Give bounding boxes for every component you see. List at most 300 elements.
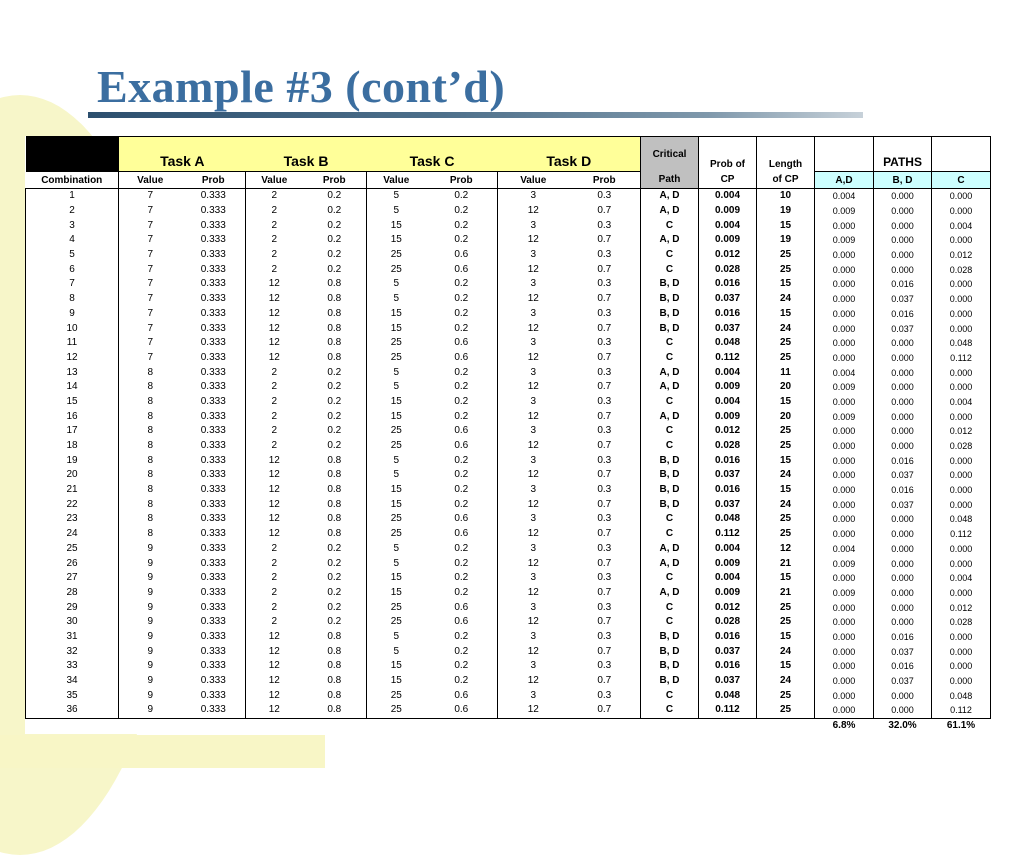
path-ad-prob-cell: 0.004 <box>815 189 874 204</box>
task-b-value-cell: 2 <box>271 557 278 569</box>
length-cp-cell: 25 <box>757 703 815 718</box>
path-c-prob-cell: 0.004 <box>932 395 991 410</box>
task-a-value-cell: 7 <box>147 322 154 334</box>
path-c-prob-cell: 0.004 <box>932 218 991 233</box>
critical-path-cell: C <box>641 395 699 410</box>
combination-cell: 6 <box>26 262 119 277</box>
combination-cell: 28 <box>26 586 119 601</box>
task-c-prob-cell: 0.6 <box>426 351 498 366</box>
task-c-value-cell: 5 <box>393 557 400 569</box>
task-a-prob-cell: 0.333 <box>182 395 246 410</box>
task-b-prob-cell: 0.8 <box>303 468 367 483</box>
task-d-value-cell: 12 <box>527 645 539 657</box>
prob-cp-header-top: Prob of <box>699 137 757 172</box>
combination-cell: 3 <box>26 218 119 233</box>
task-c-value-cell: 25 <box>390 616 402 628</box>
prob-cp-cell: 0.028 <box>699 439 757 454</box>
task-b-value-header: Value <box>246 172 303 189</box>
task-d-value-cell: 12 <box>527 293 539 305</box>
length-cp-cell: 25 <box>757 439 815 454</box>
task-d-prob-cell: 0.3 <box>569 630 641 645</box>
path-ad-prob-cell: 0.004 <box>815 365 874 380</box>
task-d-value-cell: 3 <box>530 337 537 349</box>
path-ad-prob-cell: 0.000 <box>815 512 874 527</box>
path-ad-prob-cell: 0.004 <box>815 542 874 557</box>
task-d-value-cell: 12 <box>527 440 539 452</box>
length-cp-cell: 25 <box>757 688 815 703</box>
critical-path-cell: A, D <box>641 556 699 571</box>
task-a-prob-cell: 0.333 <box>182 277 246 292</box>
task-b-prob-cell: 0.2 <box>303 615 367 630</box>
length-cp-cell: 25 <box>757 527 815 542</box>
prob-cp-cell: 0.004 <box>699 189 757 204</box>
task-c-value-cell: 5 <box>393 381 400 393</box>
task-c-value-cell: 15 <box>390 586 402 598</box>
path-ad-prob-cell: 0.000 <box>815 321 874 336</box>
task-c-value-cell: 5 <box>393 469 400 481</box>
task-d-value-cell: 12 <box>527 381 539 393</box>
task-a-prob-cell: 0.333 <box>182 600 246 615</box>
task-b-prob-cell: 0.8 <box>303 277 367 292</box>
path-bd-prob-cell: 0.037 <box>874 674 932 689</box>
path-bd-prob-cell: 0.000 <box>874 248 932 263</box>
path-bd-prob-cell: 0.000 <box>874 336 932 351</box>
path-c-prob-cell: 0.000 <box>932 204 991 219</box>
task-c-prob-cell: 0.2 <box>426 233 498 248</box>
prob-cp-cell: 0.004 <box>699 395 757 410</box>
task-a-value-cell: 7 <box>147 249 154 261</box>
critical-path-cell: C <box>641 439 699 454</box>
length-cp-cell: 24 <box>757 468 815 483</box>
task-a-value-cell: 8 <box>147 469 154 481</box>
task-a-prob-cell: 0.333 <box>182 439 246 454</box>
task-d-prob-cell: 0.7 <box>569 497 641 512</box>
path-bd-prob-cell: 0.037 <box>874 644 932 659</box>
task-c-value-cell: 25 <box>390 263 402 275</box>
task-c-value-cell: 5 <box>393 205 400 217</box>
length-cp-header-top: Length <box>757 137 815 172</box>
critical-path-cell: B, D <box>641 468 699 483</box>
task-c-value-cell: 25 <box>390 425 402 437</box>
length-cp-cell: 25 <box>757 424 815 439</box>
task-d-value-cell: 3 <box>530 454 537 466</box>
critical-path-cell: A, D <box>641 586 699 601</box>
path-bd-prob-cell: 0.000 <box>874 204 932 219</box>
path-ad-prob-cell: 0.000 <box>815 571 874 586</box>
task-d-value-cell: 12 <box>527 616 539 628</box>
task-b-prob-header: Prob <box>303 172 367 189</box>
table-row <box>26 615 991 630</box>
task-a-value-cell: 8 <box>147 498 154 510</box>
total-path-c-percent: 61.1% <box>946 720 976 732</box>
prob-cp-cell: 0.037 <box>699 292 757 307</box>
task-b-header: Task B <box>246 137 367 172</box>
combination-cell: 23 <box>26 512 119 527</box>
table-row <box>26 600 991 615</box>
task-d-value-cell: 3 <box>530 660 537 672</box>
task-a-value-cell: 8 <box>147 425 154 437</box>
task-d-prob-header: Prob <box>569 172 641 189</box>
totals-row <box>26 718 991 733</box>
critical-path-cell: B, D <box>641 321 699 336</box>
task-b-prob-cell: 0.8 <box>303 512 367 527</box>
task-c-value-cell: 25 <box>390 528 402 540</box>
task-b-value-cell: 2 <box>271 219 278 231</box>
task-c-value-cell: 25 <box>367 703 426 718</box>
path-ad-prob-cell: 0.000 <box>815 630 874 645</box>
prob-cp-cell: 0.016 <box>699 659 757 674</box>
length-cp-cell: 25 <box>757 336 815 351</box>
critical-path-cell: A, D <box>641 204 699 219</box>
task-b-prob-cell: 0.8 <box>303 688 367 703</box>
prob-cp-cell: 0.112 <box>699 527 757 542</box>
combination-cell: 15 <box>26 395 119 410</box>
path-c-prob-cell: 0.028 <box>932 615 991 630</box>
length-cp-cell: 15 <box>757 483 815 498</box>
combination-cell: 27 <box>26 571 119 586</box>
path-c-prob-cell: 0.000 <box>932 292 991 307</box>
path-c-prob-cell: 0.112 <box>932 703 991 718</box>
task-a-prob-cell: 0.333 <box>182 512 246 527</box>
combination-cell: 25 <box>26 542 119 557</box>
table-row <box>26 483 991 498</box>
task-b-prob-cell: 0.8 <box>303 336 367 351</box>
task-a-value-cell: 8 <box>147 454 154 466</box>
task-a-value-cell: 7 <box>147 234 154 246</box>
task-c-prob-cell: 0.2 <box>426 468 498 483</box>
task-c-prob-cell: 0.2 <box>426 542 498 557</box>
decorative-bottom-block <box>0 735 325 768</box>
critical-path-cell: C <box>641 600 699 615</box>
task-c-value-cell: 5 <box>393 278 400 290</box>
task-c-value-cell: 15 <box>390 484 402 496</box>
path-c-prob-cell: 0.028 <box>932 439 991 454</box>
task-a-value-cell: 9 <box>147 572 154 584</box>
task-d-prob-cell: 0.3 <box>569 483 641 498</box>
totals-blank-cell <box>303 718 367 733</box>
path-bd-prob-cell: 0.037 <box>874 468 932 483</box>
task-d-prob-cell: 0.7 <box>569 556 641 571</box>
task-a-prob-cell: 0.333 <box>182 351 246 366</box>
length-cp-cell: 15 <box>757 659 815 674</box>
task-c-value-header: Value <box>367 172 426 189</box>
length-cp-cell: 19 <box>757 233 815 248</box>
length-cp-cell: 25 <box>757 248 815 263</box>
path-bd-prob-cell: 0.000 <box>874 380 932 395</box>
task-c-prob-cell: 0.2 <box>426 659 498 674</box>
task-d-prob-cell: 0.3 <box>569 659 641 674</box>
critical-path-cell: A, D <box>641 189 699 204</box>
task-d-value-cell: 3 <box>530 689 537 701</box>
path-ad-prob-cell: 0.000 <box>815 527 874 542</box>
task-a-prob-cell: 0.333 <box>182 586 246 601</box>
task-a-prob-cell: 0.333 <box>182 497 246 512</box>
task-a-value-cell: 8 <box>147 484 154 496</box>
task-a-value-cell: 9 <box>147 645 154 657</box>
path-bd-prob-cell: 0.016 <box>874 483 932 498</box>
prob-cp-cell: 0.016 <box>699 453 757 468</box>
combination-cell: 12 <box>26 351 119 366</box>
path-bd-prob-cell: 0.016 <box>874 630 932 645</box>
header-row-top <box>26 137 991 172</box>
task-d-value-cell: 3 <box>530 219 537 231</box>
path-bd-prob-cell: 0.000 <box>874 512 932 527</box>
prob-cp-cell: 0.112 <box>699 703 757 718</box>
task-b-value-cell: 2 <box>271 190 278 202</box>
task-d-prob-cell: 0.3 <box>569 395 641 410</box>
task-c-value-cell: 15 <box>390 395 402 407</box>
task-d-value-header: Value <box>498 172 569 189</box>
task-b-value-cell: 2 <box>271 601 278 613</box>
task-b-prob-cell: 0.2 <box>303 409 367 424</box>
task-b-value-cell: 12 <box>268 454 280 466</box>
combination-cell: 17 <box>26 424 119 439</box>
task-c-prob-header: Prob <box>426 172 498 189</box>
task-a-value-cell: 7 <box>147 263 154 275</box>
task-a-value-cell: 9 <box>147 586 154 598</box>
task-a-value-cell: 8 <box>147 366 154 378</box>
prob-cp-cell: 0.009 <box>699 204 757 219</box>
task-a-prob-cell: 0.333 <box>182 644 246 659</box>
task-b-value-cell: 2 <box>271 440 278 452</box>
task-c-value-cell: 5 <box>393 630 400 642</box>
path-ad-prob-cell: 0.000 <box>815 307 874 322</box>
task-c-prob-cell: 0.2 <box>426 307 498 322</box>
task-b-value-cell: 12 <box>268 498 280 510</box>
critical-path-cell: A, D <box>641 409 699 424</box>
path-c-prob-cell: 0.000 <box>932 453 991 468</box>
length-cp-cell: 24 <box>757 644 815 659</box>
task-a-value-cell: 7 <box>147 219 154 231</box>
task-c-prob-cell: 0.6 <box>426 248 498 263</box>
table-row <box>26 233 991 248</box>
task-d-prob-cell: 0.3 <box>569 688 641 703</box>
task-b-value-cell: 2 <box>271 366 278 378</box>
task-a-prob-cell: 0.333 <box>182 453 246 468</box>
path-bd-prob-cell: 0.000 <box>874 218 932 233</box>
task-b-prob-cell: 0.2 <box>303 586 367 601</box>
path-ad-prob-cell: 0.009 <box>815 586 874 601</box>
path-ad-prob-cell: 0.009 <box>815 556 874 571</box>
task-c-prob-cell: 0.6 <box>426 336 498 351</box>
prob-cp-cell: 0.009 <box>699 556 757 571</box>
task-d-prob-cell: 0.3 <box>569 542 641 557</box>
task-c-prob-cell: 0.6 <box>426 262 498 277</box>
task-c-prob-cell: 0.2 <box>426 365 498 380</box>
task-c-prob-cell: 0.6 <box>426 439 498 454</box>
task-a-prob-cell: 0.333 <box>182 189 246 204</box>
combination-cell: 1 <box>26 189 119 204</box>
task-a-value-cell: 7 <box>147 337 154 349</box>
task-b-prob-cell: 0.8 <box>303 483 367 498</box>
table-row <box>26 644 991 659</box>
table-row <box>26 703 991 718</box>
prob-cp-cell: 0.048 <box>699 336 757 351</box>
path-c-prob-cell: 0.048 <box>932 512 991 527</box>
task-c-value-cell: 15 <box>390 675 402 687</box>
task-b-prob-cell: 0.8 <box>303 351 367 366</box>
task-c-prob-cell: 0.2 <box>426 292 498 307</box>
task-b-value-cell: 2 <box>271 234 278 246</box>
totals-blank-cell <box>757 718 815 733</box>
combination-header: Combination <box>26 172 119 189</box>
task-a-value-header: Value <box>119 172 182 189</box>
path-ad-prob-cell: 0.000 <box>815 615 874 630</box>
critical-path-cell: C <box>641 351 699 366</box>
task-b-value-cell: 12 <box>268 278 280 290</box>
length-cp-cell: 24 <box>757 674 815 689</box>
path-bd-prob-cell: 0.037 <box>874 321 932 336</box>
total-path-ad-percent: 6.8% <box>832 720 856 732</box>
task-c-prob-cell: 0.2 <box>426 380 498 395</box>
task-c-header: Task C <box>367 137 498 172</box>
task-a-prob-cell: 0.333 <box>182 468 246 483</box>
task-b-prob-cell: 0.8 <box>303 307 367 322</box>
combination-table <box>25 136 991 733</box>
length-cp-cell: 24 <box>757 497 815 512</box>
task-b-prob-cell: 0.8 <box>303 453 367 468</box>
table-row <box>26 204 991 219</box>
totals-blank-cell <box>699 718 757 733</box>
task-c-value-cell: 5 <box>393 190 400 202</box>
path-bd-prob-cell: 0.000 <box>874 189 932 204</box>
combination-cell: 36 <box>26 703 119 718</box>
path-c-prob-cell: 0.000 <box>932 277 991 292</box>
path-c-prob-cell: 0.000 <box>932 307 991 322</box>
prob-cp-cell: 0.004 <box>699 218 757 233</box>
combination-cell: 32 <box>26 644 119 659</box>
task-b-value-cell: 2 <box>271 572 278 584</box>
total-path-bd-percent: 32.0% <box>888 720 917 732</box>
critical-path-cell: C <box>641 262 699 277</box>
task-a-value-cell: 7 <box>147 351 154 363</box>
task-b-value-cell: 12 <box>268 307 280 319</box>
task-a-value-cell: 9 <box>147 689 154 701</box>
critical-path-cell: B, D <box>641 277 699 292</box>
table-row <box>26 292 991 307</box>
prob-cp-cell: 0.009 <box>699 233 757 248</box>
task-c-prob-cell: 0.2 <box>426 674 498 689</box>
table-row <box>26 630 991 645</box>
task-b-prob-cell: 0.2 <box>303 189 367 204</box>
task-d-value-cell: 12 <box>527 469 539 481</box>
table-body <box>26 189 991 733</box>
path-bd-prob-cell: 0.000 <box>874 600 932 615</box>
task-b-value-cell: 12 <box>268 689 280 701</box>
task-c-prob-cell: 0.2 <box>426 556 498 571</box>
decorative-left-band <box>0 140 26 740</box>
path-c-prob-cell: 0.000 <box>932 644 991 659</box>
path-ad-prob-cell: 0.000 <box>815 277 874 292</box>
task-b-prob-cell: 0.2 <box>303 571 367 586</box>
prob-cp-cell: 0.037 <box>699 321 757 336</box>
task-a-value-cell: 8 <box>147 513 154 525</box>
task-d-value-cell: 3 <box>530 307 537 319</box>
task-d-prob-cell: 0.3 <box>569 600 641 615</box>
prob-cp-cell: 0.048 <box>699 688 757 703</box>
task-b-prob-cell: 0.8 <box>303 497 367 512</box>
task-a-value-cell: 8 <box>147 395 154 407</box>
task-a-value-cell: 7 <box>147 278 154 290</box>
prob-cp-cell: 0.037 <box>699 468 757 483</box>
path-ad-prob-cell: 0.000 <box>815 600 874 615</box>
task-b-value-cell: 2 <box>271 263 278 275</box>
combination-cell: 8 <box>26 292 119 307</box>
totals-blank-cell <box>26 718 119 733</box>
task-c-value-cell: 15 <box>390 322 402 334</box>
table-row <box>26 674 991 689</box>
task-d-value-cell: 3 <box>530 630 537 642</box>
length-cp-cell: 24 <box>757 321 815 336</box>
critical-path-cell: B, D <box>641 659 699 674</box>
path-bd-prob-cell: 0.000 <box>874 233 932 248</box>
prob-cp-cell: 0.004 <box>699 571 757 586</box>
path-bd-prob-cell: 0.000 <box>874 571 932 586</box>
path-bd-prob-cell: 0.000 <box>874 615 932 630</box>
task-b-value-cell: 12 <box>268 675 280 687</box>
task-c-prob-cell: 0.6 <box>426 424 498 439</box>
length-cp-cell: 20 <box>757 380 815 395</box>
task-b-prob-cell: 0.2 <box>303 262 367 277</box>
task-a-prob-cell: 0.333 <box>182 218 246 233</box>
task-c-value-cell: 15 <box>390 660 402 672</box>
critical-path-cell: C <box>641 512 699 527</box>
task-b-prob-cell: 0.8 <box>303 292 367 307</box>
path-c-prob-cell: 0.000 <box>932 233 991 248</box>
task-d-value-cell: 12 <box>527 234 539 246</box>
combination-cell: 9 <box>26 307 119 322</box>
path-ad-prob-cell: 0.000 <box>815 703 874 718</box>
task-b-value-cell: 2 <box>271 395 278 407</box>
totals-blank-cell <box>119 718 182 733</box>
path-bd-prob-cell: 0.000 <box>874 703 932 718</box>
task-b-value-cell: 12 <box>268 484 280 496</box>
task-c-value-cell: 25 <box>390 601 402 613</box>
table-row <box>26 571 991 586</box>
task-a-prob-cell: 0.333 <box>182 262 246 277</box>
task-b-value-cell: 2 <box>271 616 278 628</box>
length-cp-cell: 20 <box>757 409 815 424</box>
task-c-prob-cell: 0.2 <box>426 644 498 659</box>
task-c-value-cell: 15 <box>390 307 402 319</box>
table-row <box>26 586 991 601</box>
task-a-prob-cell: 0.333 <box>182 307 246 322</box>
task-c-prob-cell: 0.2 <box>426 571 498 586</box>
title-underline <box>88 112 863 118</box>
prob-cp-header-bottom: CP <box>699 172 757 189</box>
critical-path-cell: B, D <box>641 630 699 645</box>
prob-cp-cell: 0.009 <box>699 380 757 395</box>
header-row-sub <box>26 172 991 189</box>
path-ad-prob-cell: 0.000 <box>815 336 874 351</box>
path-bd-prob-cell: 0.037 <box>874 292 932 307</box>
critical-path-cell: B, D <box>641 644 699 659</box>
table-row <box>26 380 991 395</box>
combination-cell: 4 <box>26 233 119 248</box>
task-b-prob-cell: 0.8 <box>303 674 367 689</box>
path-bd-prob-cell: 0.000 <box>874 556 932 571</box>
task-d-prob-cell: 0.7 <box>569 233 641 248</box>
length-cp-cell: 11 <box>757 365 815 380</box>
task-b-value-cell: 2 <box>271 381 278 393</box>
length-cp-cell: 19 <box>757 204 815 219</box>
task-a-prob-header: Prob <box>182 172 246 189</box>
table-row <box>26 512 991 527</box>
task-b-value-cell: 12 <box>268 469 280 481</box>
combination-cell: 22 <box>26 497 119 512</box>
task-b-value-cell: 12 <box>268 322 280 334</box>
totals-blank-cell <box>246 718 303 733</box>
